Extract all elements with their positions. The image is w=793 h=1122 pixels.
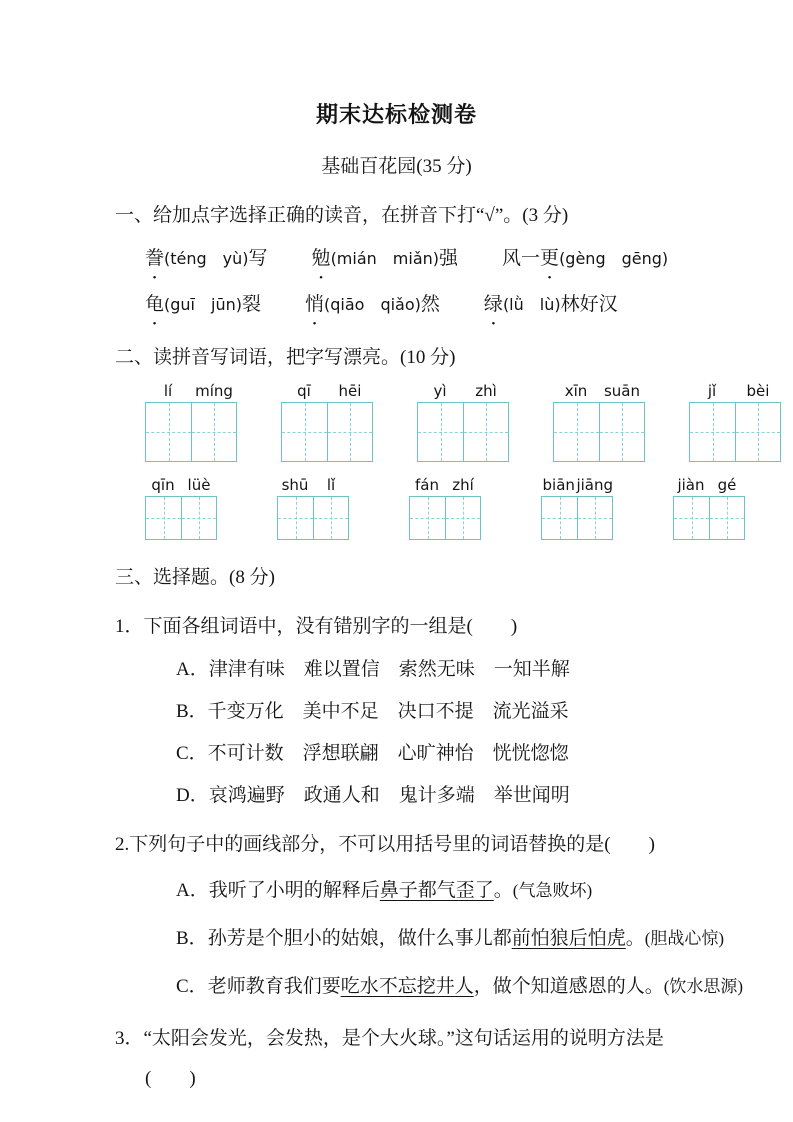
pinyin-syllable: hēi — [338, 382, 362, 400]
writing-cell[interactable] — [735, 403, 780, 461]
phonetic-item — [502, 244, 668, 274]
pinyin-choices[interactable]: (lǜ lù) — [502, 295, 561, 314]
pinyin-word — [673, 476, 745, 540]
pinyin-word — [541, 476, 613, 540]
pinyin-word — [689, 382, 781, 462]
section1-heading: 一、给加点字选择正确的读音，在拼音下打“√”。(3 分) — [115, 205, 569, 226]
pinyin-syllable: gé — [717, 476, 737, 494]
writing-cell[interactable] — [146, 497, 181, 539]
phonetic-item — [312, 244, 458, 274]
writing-cell[interactable] — [146, 403, 191, 461]
question-3-stem: 3．“太阳会发光，会发热，是个大火球。”这句话运用的说明方法是 — [115, 1028, 664, 1049]
item-rest: 写 — [248, 248, 268, 269]
option-text: 孙芳是个胆小的姑娘，做什么事儿都 — [207, 928, 512, 949]
pinyin-syllable: zhí — [452, 476, 474, 494]
pinyin-word — [553, 382, 645, 462]
pinyin-syllable: zhì — [475, 382, 497, 400]
phonetic-item — [305, 290, 440, 320]
writing-cell[interactable] — [313, 497, 348, 539]
option-label: C． — [176, 976, 208, 997]
pinyin-label — [417, 382, 509, 402]
writing-cell[interactable] — [542, 497, 577, 539]
pinyin-syllable: jiāng — [576, 476, 613, 494]
writing-cell[interactable] — [282, 403, 327, 461]
phonetic-item — [145, 244, 268, 274]
dotted-char: 誊 — [145, 248, 165, 269]
phonetic-row-1 — [145, 244, 793, 274]
q2-option-A[interactable] — [176, 876, 763, 906]
replacement-note: (胆战心惊) — [644, 929, 725, 948]
pinyin-label — [145, 476, 217, 496]
pinyin-syllable: fán — [415, 476, 439, 494]
writing-cell[interactable] — [599, 403, 644, 461]
section-banner: 基础百花园(35 分) — [321, 156, 472, 177]
pinyin-label — [409, 476, 481, 496]
writing-cell[interactable] — [418, 403, 463, 461]
writing-grid[interactable] — [145, 402, 237, 462]
pinyin-syllable: yì — [433, 382, 447, 400]
pinyin-syllable: qī — [297, 382, 311, 400]
pinyin-syllable: lüè — [187, 476, 211, 494]
option-text: 。 — [625, 928, 645, 949]
section3-heading: 三、选择题。(8 分) — [115, 567, 275, 588]
pinyin-syllable: lǐ — [326, 476, 336, 494]
dotted-char: 勉 — [311, 248, 331, 269]
pinyin-label — [281, 382, 373, 402]
writing-grid[interactable] — [145, 496, 217, 540]
pinyin-word — [281, 382, 373, 462]
pinyin-choices[interactable]: (téng yù) — [164, 249, 249, 268]
item-pre: 风一 — [502, 248, 541, 269]
writing-grid[interactable] — [553, 402, 645, 462]
writing-cell[interactable] — [445, 497, 480, 539]
q1-option-D[interactable]: D．哀鸿遍野 政通人和 鬼计多端 举世闻明 — [176, 785, 570, 806]
pinyin-label — [541, 476, 613, 496]
q1-option-A[interactable]: A．津津有味 难以置信 索然无味 一知半解 — [176, 659, 570, 680]
pinyin-word — [145, 476, 217, 540]
q2-option-B[interactable] — [176, 924, 763, 954]
underlined-phrase: 前怕狼后怕虎 — [511, 928, 626, 949]
section2-heading: 二、读拼音写词语，把字写漂亮。(10 分) — [115, 347, 456, 368]
pinyin-syllable: biān — [542, 476, 575, 494]
pinyin-word — [417, 382, 509, 462]
dotted-char: 悄 — [305, 294, 325, 315]
pinyin-grid-row-1 — [145, 382, 793, 462]
option-label: A． — [176, 880, 209, 901]
q2-option-C[interactable] — [176, 972, 763, 1002]
writing-cell[interactable] — [554, 403, 599, 461]
pinyin-syllable: bèi — [746, 382, 770, 400]
writing-cell[interactable] — [410, 497, 445, 539]
option-text: 。 — [493, 880, 513, 901]
writing-cell[interactable] — [191, 403, 236, 461]
underlined-phrase: 吃水不忘挖井人 — [340, 976, 474, 997]
pinyin-label — [553, 382, 645, 402]
pinyin-choices[interactable]: (mián miǎn) — [330, 249, 440, 268]
writing-cell[interactable] — [674, 497, 709, 539]
replacement-note: (饮水思源) — [663, 977, 744, 996]
item-rest: 林好汉 — [560, 294, 618, 315]
dotted-char: 绿 — [483, 294, 503, 315]
pinyin-syllable: jǐ — [707, 382, 717, 400]
pinyin-word — [145, 382, 237, 462]
pinyin-syllable: jiàn — [677, 476, 705, 494]
pinyin-syllable: qīn — [151, 476, 175, 494]
option-label: B． — [176, 928, 208, 949]
pinyin-choices[interactable]: (guī jūn) — [164, 295, 242, 314]
item-rest: 裂 — [241, 294, 261, 315]
dotted-char: 龟 — [145, 294, 165, 315]
writing-cell[interactable] — [327, 403, 372, 461]
pinyin-label — [145, 382, 237, 402]
writing-grid[interactable] — [277, 496, 349, 540]
option-text: 我听了小明的解释后 — [208, 880, 380, 901]
pinyin-syllable: míng — [195, 382, 233, 400]
item-rest: 强 — [439, 248, 459, 269]
pinyin-word — [409, 476, 481, 540]
writing-cell[interactable] — [709, 497, 744, 539]
writing-grid[interactable] — [281, 402, 373, 462]
writing-cell[interactable] — [577, 497, 612, 539]
writing-grid[interactable] — [689, 402, 781, 462]
pinyin-syllable: shū — [281, 476, 309, 494]
underlined-phrase: 鼻子都气歪了 — [379, 880, 494, 901]
writing-cell[interactable] — [181, 497, 216, 539]
pinyin-label — [689, 382, 781, 402]
page-title: 期末达标检测卷 — [315, 102, 477, 127]
phonetic-item — [484, 290, 618, 320]
writing-grid[interactable] — [417, 402, 509, 462]
writing-grid[interactable] — [541, 496, 613, 540]
question-1-stem: 1．下面各组词语中，没有错别字的一组是( ) — [115, 616, 518, 637]
writing-cell[interactable] — [278, 497, 313, 539]
pinyin-choices[interactable]: (qiāo qiǎo) — [324, 295, 421, 314]
dotted-char: 更 — [540, 248, 560, 269]
pinyin-label — [673, 476, 745, 496]
writing-grid[interactable] — [673, 496, 745, 540]
q1-option-C[interactable]: C．不可计数 浮想联翩 心旷神怡 恍恍惚惚 — [176, 743, 569, 764]
replacement-note: (气急败坏) — [512, 881, 593, 900]
pinyin-syllable: suān — [603, 382, 641, 400]
question-2-stem: 2.下列句子中的画线部分，不可以用括号里的词语替换的是( ) — [115, 834, 655, 855]
option-text: ，做个知道感恩的人。 — [473, 976, 664, 997]
pinyin-label — [277, 476, 349, 496]
question-3-answer-blank[interactable]: ( ) — [145, 1068, 196, 1089]
writing-cell[interactable] — [463, 403, 508, 461]
pinyin-choices[interactable]: (gèng gēng) — [559, 249, 669, 268]
phonetic-item — [145, 290, 261, 320]
phonetic-row-2 — [145, 290, 793, 320]
q1-option-B[interactable]: B．千变万化 美中不足 决口不提 流光溢采 — [176, 701, 569, 722]
pinyin-grid-row-2 — [145, 476, 793, 540]
writing-grid[interactable] — [409, 496, 481, 540]
pinyin-word — [277, 476, 349, 540]
pinyin-syllable: xīn — [564, 382, 588, 400]
option-text: 老师教育我们要 — [207, 976, 341, 997]
pinyin-syllable: lí — [163, 382, 173, 400]
writing-cell[interactable] — [690, 403, 735, 461]
item-rest: 然 — [420, 294, 440, 315]
